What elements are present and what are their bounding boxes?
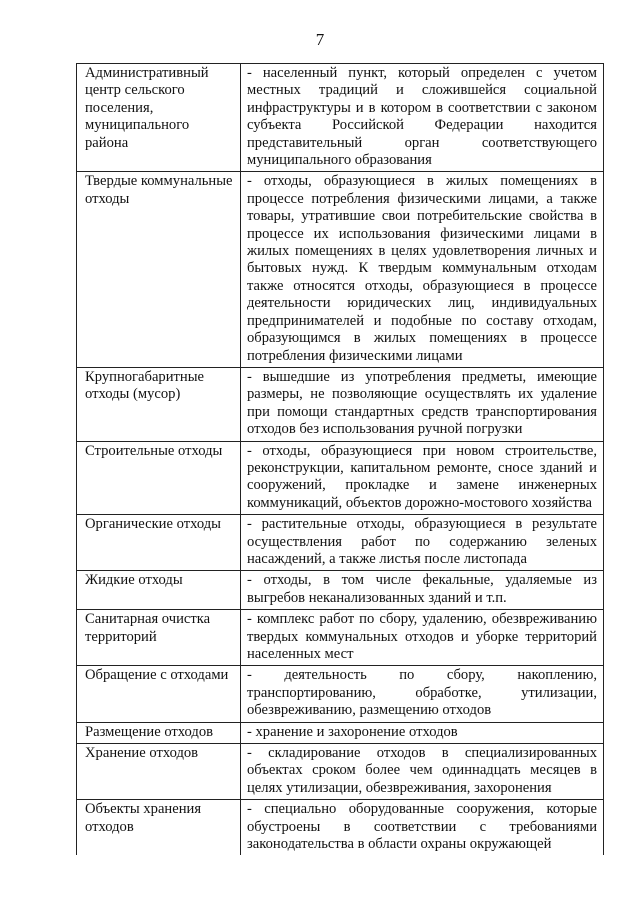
term-cell: Административный центр сельского поселения, муниципального района (77, 64, 241, 172)
term-cell: Санитарная очистка территорий (77, 610, 241, 666)
table-row (77, 172, 604, 367)
definition-cell: - отходы, в том числе фекальные, удаляемые из выгребов неканализованных зданий и т.п. (241, 571, 604, 610)
table-row (77, 64, 604, 172)
page-number: 7 (315, 30, 325, 49)
definition-cell: - отходы, образующиеся при новом строительстве, реконструкции, капитальном ремонте, сносе зданий и сооружений, прокладке и замене инженерных коммуникаций, объектов дорожно-мостового хозяйства (241, 441, 604, 515)
table-row (77, 610, 604, 666)
definitions-table (76, 63, 604, 855)
term-cell: Органические отходы (77, 515, 241, 571)
table-row (77, 744, 604, 800)
table-row (77, 722, 604, 743)
term-cell: Хранение отходов (77, 744, 241, 800)
definition-cell: - отходы, образующиеся в жилых помещениях в процессе потребления физическими лицами, а также товары, утратившие свои потребительские свойства в процессе их использования физическими лицами в жилых помещениях в целях удовлетворения личных и бытовых нужд. К твердым коммунальным отходам также относятся отходы, образующиеся в процессе деятельности юридических лиц, индивидуальных предпринимателей и подобные по составу отходам, образующимся в жилых помещениях в процессе потребления физическими лицами (241, 172, 604, 367)
table-row (77, 441, 604, 515)
definition-cell: - деятельность по сбору, накоплению, транспортированию, обработке, утилизации, обезвреживанию, размещению отходов (241, 666, 604, 722)
definition-cell: - населенный пункт, который определен с учетом местных традиций и сложившейся социальной инфраструктуры и в котором в соответствии с законом субъекта Российской Федерации находится представительный орган соответствующего муниципального образования (241, 64, 604, 172)
table-row (77, 515, 604, 571)
definition-cell: - хранение и захоронение отходов (241, 722, 604, 743)
table-row (77, 367, 604, 441)
term-cell: Объекты хранения отходов (77, 800, 241, 856)
term-cell: Твердые коммунальные отходы (77, 172, 241, 367)
definition-cell: - вышедшие из употребления предметы, имеющие размеры, не позволяющие осуществлять их удаление при помощи стандартных средств транспортирования отходов без использования ручной погрузки (241, 367, 604, 441)
term-cell: Жидкие отходы (77, 571, 241, 610)
definition-cell: - растительные отходы, образующиеся в результате осуществления работ по содержанию зеленых насаждений, а также листья после листопада (241, 515, 604, 571)
table-row (77, 571, 604, 610)
definition-cell: - комплекс работ по сбору, удалению, обезвреживанию твердых коммунальных отходов и уборке территорий населенных мест (241, 610, 604, 666)
term-cell: Обращение с отходами (77, 666, 241, 722)
term-cell: Крупногабаритные отходы (мусор) (77, 367, 241, 441)
term-cell: Строительные отходы (77, 441, 241, 515)
definition-cell: - складирование отходов в специализированных объектах сроком более чем одиннадцать месяцев в целях утилизации, обезвреживания, захоронения (241, 744, 604, 800)
term-cell: Размещение отходов (77, 722, 241, 743)
table-row (77, 666, 604, 722)
definition-cell: - специально оборудованные сооружения, которые обустроены в соответствии с требованиями законодательства в области охраны окружающей (241, 800, 604, 856)
table-row (77, 800, 604, 856)
